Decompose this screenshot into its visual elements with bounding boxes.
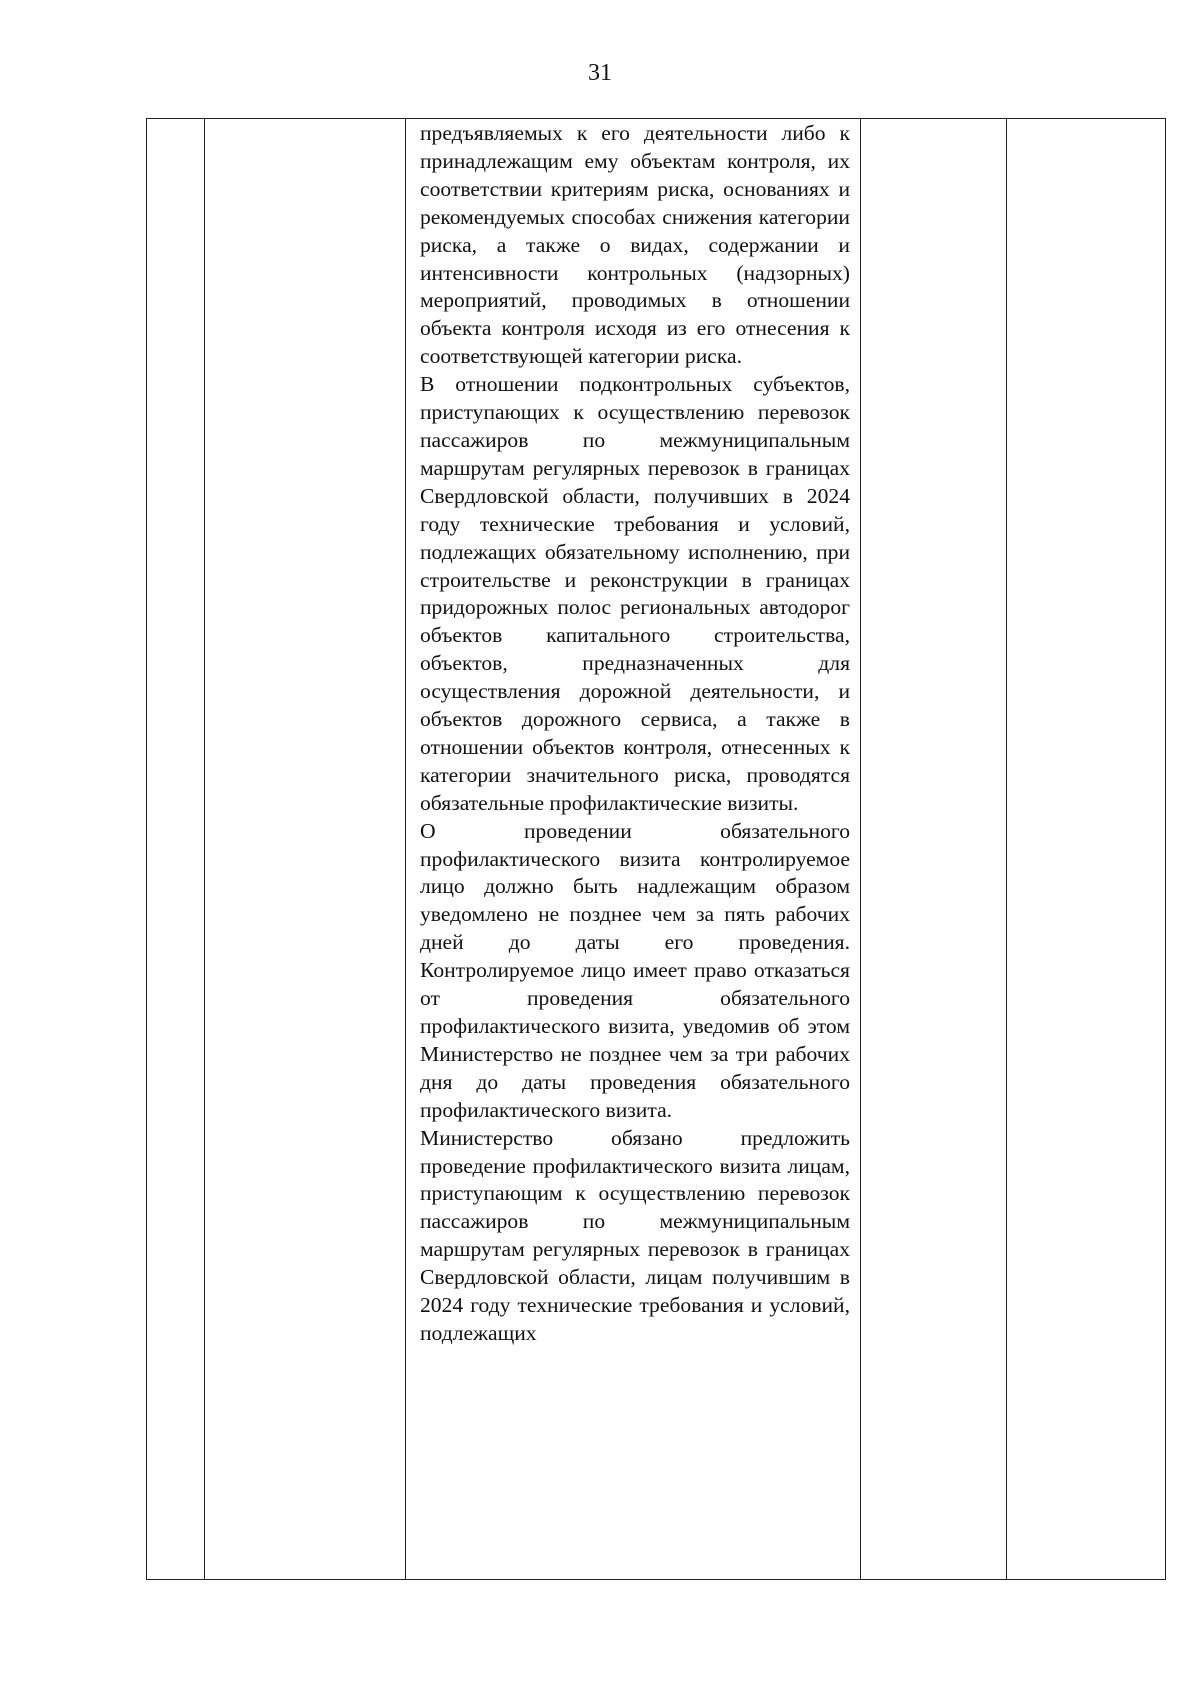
table-cell-number (147, 119, 205, 1580)
description-paragraph: Министерство обязано предложить проведение профилактического визита лицам, приступающим к осуществлению перевозок пассажиров по межмуниципальным маршрутам регулярных перевозок в границах Свердловской области, лицам получившим в 2024 году технические требования и условий, подлежащих (420, 1125, 850, 1345)
description-paragraph: предъявляемых к его деятельности либо к принадлежащим ему объектам контроля, их соответствии критериям риска, основаниях и рекомендуемых способах снижения категории риска, а также о видах, содержании и интенсивности контрольных (надзорных) мероприятий, проводимых в отношении объекта контроля исходя из его отнесения к соответствующей категории риска. (420, 121, 850, 369)
table-cell-empty (861, 119, 1007, 1580)
description-paragraph: В отношении подконтрольных субъектов, приступающих к осуществлению перевозок пассажиров по межмуниципальным маршрутам регулярных перевозок в границах Свердловской области, получивших в 2024 году технические требования и условий, подлежащих обязательному исполнению, при строительстве и реконструкции в границах придорожных полос региональных автодорог объектов капитального строительства, объектов, предназначенных для осуществления дорожной деятельности, и объектов дорожного сервиса, а также в отношении объектов контроля, отнесенных к категории значительного риска, проводятся обязательные профилактические визиты. (420, 372, 850, 815)
table-cell-description (406, 119, 861, 1580)
table-cell-name (205, 119, 406, 1580)
table-cell-empty (1007, 119, 1166, 1580)
page-number: 31 (588, 60, 612, 86)
table-row (147, 119, 1166, 1580)
document-table (146, 118, 1166, 1580)
description-paragraph: О проведении обязательного профилактического визита контролируемое лицо должно быть надлежащим образом уведомлено не позднее чем за пять рабочих дней до даты его проведения. Контролируемое лицо имеет право отказаться от проведения обязательного профилактического визита, уведомив об этом Министерство не позднее чем за три рабочих дня до даты проведения обязательного профилактического визита. (420, 818, 850, 1122)
